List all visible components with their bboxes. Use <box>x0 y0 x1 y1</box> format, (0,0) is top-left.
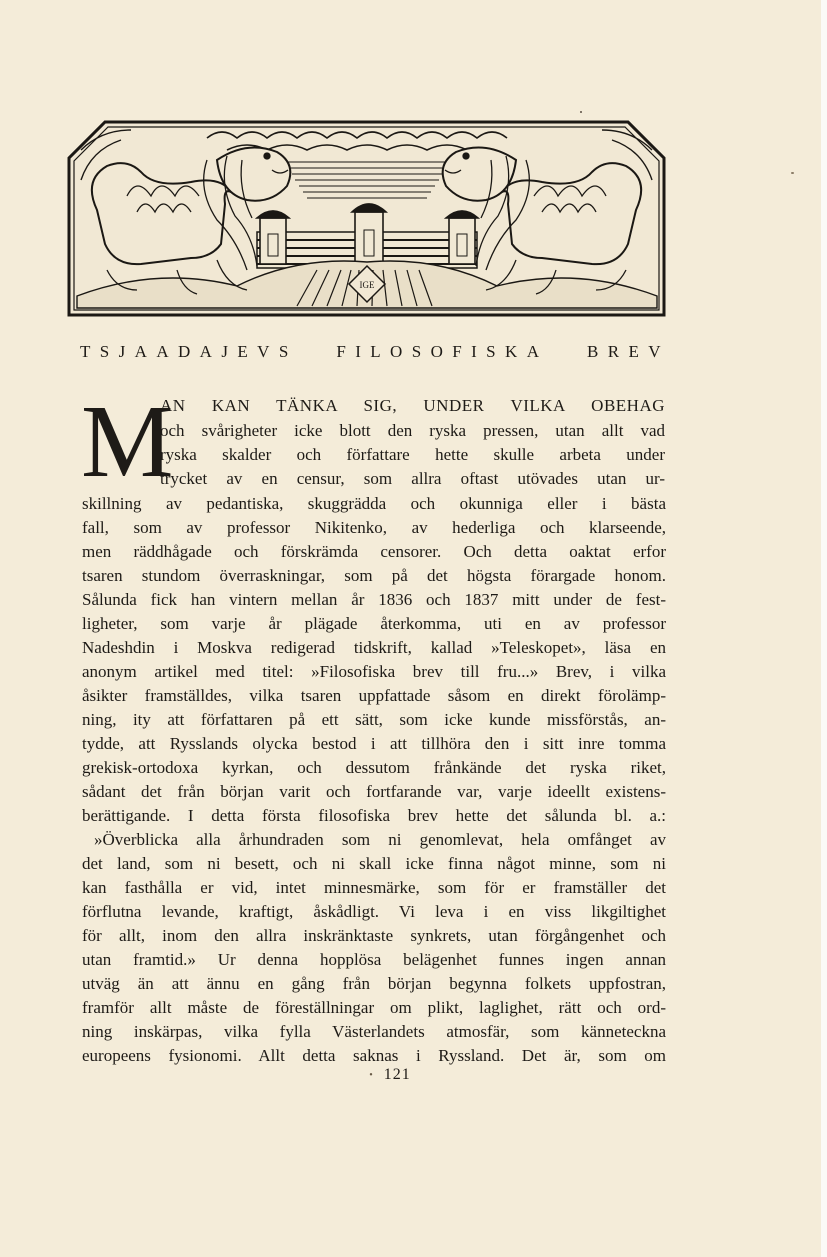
heading-word-2: FILOSOFISKA <box>336 342 549 361</box>
text-line: anonym artikel med titel: »Filosofiska brev till fru...» Brev, i vilka <box>82 662 666 681</box>
text-line: men räddhågade och förskrämda censorer. Och detta oaktat erfor <box>82 542 666 561</box>
text-line: utan framtid.» Ur denna hopplösa belägenhet funnes ingen annan <box>82 950 666 969</box>
text-line: tsaren stundom överraskningar, som på det högsta förargade honom. <box>82 566 666 585</box>
text-line: AN KAN TÄNKA SIG, UNDER VILKA OBEHAG <box>160 396 665 415</box>
text-line: ning inskärpas, vilka fylla Västerlandets atmosfär, som kännetecknа <box>82 1022 666 1041</box>
text-line: åsikter framställdes, vilka tsaren uppfattade såsom en direkt förolämp- <box>82 686 666 705</box>
heading-word-3: BREV <box>587 342 670 361</box>
text-line: ligheter, som varje år plägade återkomma, uti en av professor <box>82 614 666 633</box>
text-line: ning, ity att författaren på ett sätt, som icke kunde missförstås, an- <box>82 710 666 729</box>
text-line: europeens fysionomi. Allt detta saknas i Ryssland. Det är, som om <box>82 1046 666 1065</box>
text-line: ryska skalder och författare hette skulle arbeta under <box>160 445 665 464</box>
text-line: Sålunda fick han vintern mellan år 1836 och 1837 mitt under de fest- <box>82 590 666 609</box>
text-line: framför allt måste de föreställningar om plikt, laglighet, rätt och ord- <box>82 998 666 1017</box>
svg-text:IGE: IGE <box>359 280 375 290</box>
page-number <box>340 1066 440 1084</box>
text-line: grekisk-ortodoxa kyrkan, och dessutom frånkände det ryska riket, <box>82 758 666 777</box>
lion-castle-vignette <box>67 120 666 317</box>
text-line: och svårigheter icke blott den ryska pressen, utan allt vad <box>160 421 665 440</box>
text-line: Nadeshdin i Moskva redigerad tidskrift, kallad »Teleskopet», läsa en <box>82 638 666 657</box>
bullet-icon: • <box>369 1069 374 1081</box>
page-edge <box>821 0 827 1257</box>
chapter-heading <box>80 342 670 362</box>
text-line: »Överblicka alla århundraden som ni genomlevat, hela omfånget av <box>94 830 666 849</box>
text-line: trycket av en censur, som allra oftast utövades utan ur- <box>160 469 665 488</box>
heading-word-1: TSJAADAJEVS <box>80 342 298 361</box>
text-line: skillning av pedantiska, skuggrädda och okunniga eller i bästa <box>82 494 666 513</box>
text-line: det land, som ni besett, och ni skall icke finna något minne, som ni <box>82 854 666 873</box>
text-line: kan fasthålla er vid, intet minnesmärke, som för er framställer det <box>82 878 666 897</box>
text-line: tydde, att Rysslands olycka bestod i att tillhöra den i sitt inre tomma <box>82 734 666 753</box>
paper-speck <box>580 111 582 113</box>
text-line: för allt, inom den allra inskränktaste synkrets, utan förgångenhet och <box>82 926 666 945</box>
text-line: utväg än att ännu en gång från början begynna folkets uppfostran, <box>82 974 666 993</box>
drop-cap: M <box>81 384 174 499</box>
text-line: fall, som av professor Nikitenko, av hederliga och klarseende, <box>82 518 666 537</box>
paper-speck <box>791 172 794 174</box>
text-line: sådant det från början varit och fortfarande var, varje ideellt existens- <box>82 782 666 801</box>
page-number-value: 121 <box>383 1066 411 1083</box>
text-line: berättigande. I detta första filosofiska brev hette det sålunda bl. a.: <box>82 806 666 825</box>
text-line: förflutna levande, kraftigt, åskådligt. Vi leva i en viss likgiltighet <box>82 902 666 921</box>
